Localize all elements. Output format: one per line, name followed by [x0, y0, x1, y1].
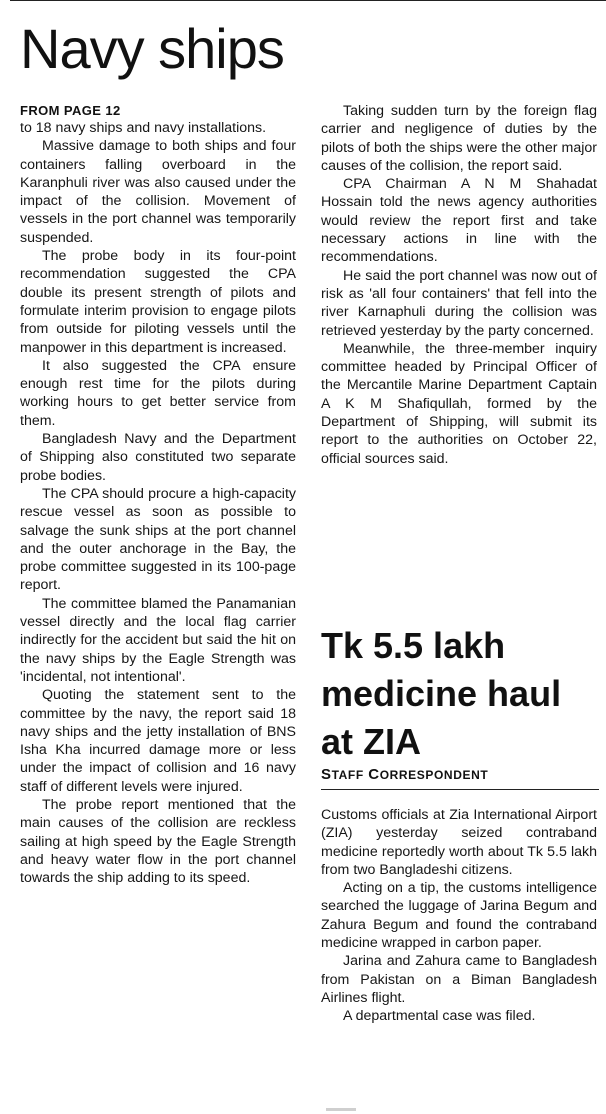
- byline-initial: S: [321, 766, 332, 783]
- story1-paragraph: He said the port channel was now out of risk as 'all four containers' that fell into the river Karnaphuli during the collision was retrieved yesterday by the party concerned.: [321, 267, 597, 339]
- story1-paragraph: Bangladesh Navy and the Department of Shipping also constituted two separate probe bodies.: [20, 431, 296, 484]
- story1-paragraph: Quoting the statement sent to the committee by the navy, the report said 18 navy ships and the jetty installation of BNS Isha Kha incurred damage more or less under the impact of collision and 16 navy staff of different levels were injured.: [20, 687, 296, 795]
- story1-paragraph: The probe report mentioned that the main causes of the collision are reckless sailing at high speed by the Eagle Strength and heavy water flow in the port channel towards the ship adding to its speed.: [20, 796, 296, 887]
- continuation-kicker: FROM PAGE 12: [20, 103, 121, 118]
- story1-paragraph: Meanwhile, the three-member inquiry committee headed by Principal Officer of the Mercantile Marine Department Captain A K M Shafiqullah, formed by the Department of Shipping, will submit its report to the authorities on October 22, official sources said.: [321, 340, 597, 467]
- story1-paragraph: The probe body in its four-point recommendation suggested the CPA double its present strength of pilots and formulate interim provision to engage pilots from outside for piloting vessels until the manpower in this department is increased.: [20, 248, 296, 356]
- byline-rest: TAFF: [331, 768, 364, 782]
- story2-paragraph: Customs officials at Zia International Airport (ZIA) yesterday seized contraband medicine reportedly worth about Tk 5.5 lakh from two Bangladeshi citizens.: [321, 807, 597, 878]
- story1-paragraph: Taking sudden turn by the foreign flag carrier and negligence of duties by the pilots of both the ships were the other major causes of the collision, the report said.: [321, 103, 597, 174]
- story1-paragraph: It also suggested the CPA ensure enough rest time for the pilots during working hours to get better service from them.: [20, 357, 296, 429]
- top-rule: [10, 0, 606, 1]
- story1-paragraph: Massive damage to both ships and four containers falling overboard in the Karanphuli river was also caused under the impact of the collision. Movement of vessels in the port channel was temporarily suspended.: [20, 138, 296, 246]
- story2-body: [321, 806, 597, 1026]
- story1-right-column: [321, 102, 597, 468]
- story1-headline: Navy ships: [20, 17, 284, 80]
- story1-paragraph: The CPA should procure a high-capacity rescue vessel as soon as possible to salvage the sunk ships at the port channel and the outer anchorage in the Bay, the probe committee suggested in its 100-page report.: [20, 485, 296, 594]
- bottom-edge-mark: [326, 1108, 356, 1111]
- story1-paragraph: The committee blamed the Panamanian vessel directly and the local flag carrier indirectly for the accident but said the hit on the navy ships by the Eagle Strength was 'incidental, not intentional'.: [20, 595, 296, 685]
- story1-paragraph: to 18 navy ships and navy installations.: [20, 120, 267, 136]
- story2-paragraph: Jarina and Zahura came to Bangladesh from Pakistan on a Biman Bangladesh Airlines flight.: [321, 953, 597, 1006]
- byline-initial: C: [368, 766, 380, 783]
- story2-headline: Tk 5.5 lakh medicine haul at ZIA: [321, 625, 562, 762]
- story1-paragraph: CPA Chairman A N M Shahadat Hossain told the news agency authorities would review the report first and take necessary actions in line with the recommendations.: [321, 176, 597, 266]
- byline: [321, 766, 599, 790]
- story2-paragraph: A departmental case was filed.: [343, 1008, 536, 1025]
- story2-paragraph: Acting on a tip, the customs intelligence searched the luggage of Jarina Begum and Zahura Begum and found the contraband medicine wrapped in carbon paper.: [321, 880, 597, 952]
- byline-rest: ORRESPONDENT: [379, 768, 489, 782]
- story1-left-column: [20, 102, 296, 887]
